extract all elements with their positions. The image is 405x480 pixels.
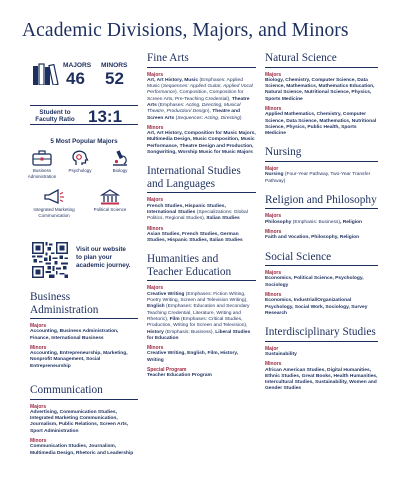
section-heading: Nursing [265,146,378,162]
popular-label: Biology [112,168,128,173]
major-label: Major [265,165,279,172]
majors-label: Majors [147,285,164,292]
visit-website-link[interactable]: Visit our website to plan your academic journey. [76,246,131,269]
special-program-label: Special Program [147,367,187,373]
majors-label: Majors [265,270,282,277]
majors-label: Majors [30,323,47,329]
section-heading: Humanities and Teacher Education [147,253,256,281]
section-heading: International Studies and Languages [147,165,256,193]
majors-label: Majors [265,213,282,220]
popular-imc [32,189,76,218]
section-humanities [147,253,256,379]
qr-code[interactable] [32,242,68,278]
minors-label: Minors [30,438,47,445]
popular-label: Integrated Marketing Communication [33,207,75,218]
minors-label: Minors [265,228,282,235]
section-fine-arts [147,52,256,156]
section-heading: Communication [30,384,138,400]
head-gears-icon [70,150,90,166]
majors-list: French Studies, Hispanic Studies, International Studies (Specializations: Global Politics, Regional Studies), Italian Studies [147,203,248,222]
minors-list: Economics, Industrial/Organizational Psychology, Social Work, Sociology, Survey Research [265,298,368,316]
column-3 [265,52,378,402]
section-interdisciplinary [265,326,378,393]
minors-list: African American Studies, Digital Humanities, Ethnic Studies, Great Books, Health Humanities, Intercultural Studies, Sustainability, Women and Gender Studies [265,367,378,392]
minors-label: Minors [265,291,282,298]
ratio-value: 13:1 [88,107,123,126]
minors-list: Creative Writing, English, Film, History, Writing [147,351,239,363]
section-communication [30,384,138,457]
majors-list: Creative Writing (Emphases: Fiction Writing, Poetry Writing, Screen and Television Writing), English (Emphases: Education and Secondary Teaching Credential, Literature, Writing and Rhetoric), Film (Emphases: Critical Studies, Production, Writing for Screen and Television), History (Emphasis: Business), Liberal Studies for Education [147,291,251,341]
section-religion [265,194,378,242]
ratio-box [30,105,138,125]
popular-business [24,150,60,179]
minors-label: Minors [265,361,282,368]
major-list: Sustainability [265,351,297,357]
section-social-science [265,251,378,318]
minors-label: Minors [147,124,164,131]
section-business [30,291,138,370]
page-title: Academic Divisions, Majors, and Minors [22,20,349,41]
majors-label: Majors [265,71,282,78]
popular-psychology [62,150,98,174]
minors-list: Communication Studies, Journalism, Multimedia Design, Rhetoric and Leadership [30,444,134,456]
minors-label: Minors [265,105,282,112]
minors-label: Minors [147,345,164,352]
microscope-icon [110,150,130,166]
minors-count: 52 [105,69,124,88]
stats-panel [27,58,138,283]
majors-label: MAJORS [63,62,92,69]
minors-list: Art, Art History, Composition for Music Majors, Multimedia Design, Music Composition, Music Performance, Theatre Design and Production, Songwriting, Worship Music for Music Majors [147,131,256,156]
majors-list: Accounting, Business Administration, Finance, International Business [30,329,119,341]
popular-label: Psychology [68,168,92,173]
majors-list: Biology, Chemistry, Computer Science, Data Science, Mathematics, Mathematics Education, Natural Science, Nutritional Science, Physics, Sports Medicine [265,77,375,102]
capitol-building-icon [100,189,120,205]
majors-label: Majors [147,197,164,204]
minors-list: Applied Mathematics, Chemistry, Computer Science, Data Science, Mathematics, Nutritional Science, Physics, Public Health, Sports Medicine [265,112,377,137]
column-2 [147,52,256,389]
section-heading: Social Science [265,251,378,267]
majors-list: Art, Art History, Music (Emphases: Applied Music (Sequences: Applied Guitar, Applied Vocal Performance), Composition, Composition for Screen Arts, Pre-Teaching Credential), Theatre Arts (Emphases: Acting, Directing, Musical Theatre, Production/ Design), Theatre and Screen Arts (Sequences: Acting, Directing) [147,77,253,121]
majors-list: Advertising, Communication Studies, Integrated Marketing Communication, Journalism, Public Relations, Screen Arts, Sport Administration [30,409,129,434]
majors-list: Economics, Political Science, Psychology, Sociology [265,276,364,288]
section-heading: Fine Arts [147,52,256,68]
minors-label: Minors [30,344,47,351]
majors-count: 46 [66,69,85,88]
section-heading: Religion and Philosophy [265,194,378,210]
minors-list: Accounting, Entrepreneurship, Marketing, Nonprofit Management, Social Entrepreneurship [30,351,128,369]
section-heading: Natural Science [265,52,378,68]
ratio-label: Student to Faculty Ratio [35,109,75,123]
books-icon [32,63,62,85]
section-heading: Interdisciplinary Studies [265,326,378,342]
section-nursing [265,146,378,184]
special-program: Teacher Education Program [147,373,212,379]
majors-label: Majors [30,403,47,410]
briefcase-icon [32,150,52,166]
popular-label: Political Science [93,207,127,212]
section-natural-science [265,52,378,137]
popular-polisci [92,189,128,213]
majors-list: Philosophy (Emphasis: Business), Religion [265,219,363,225]
section-international-studies [147,165,256,244]
popular-biology [102,150,138,174]
column-1 [30,291,138,466]
minors-list: Asian Studies, French Studies, German Studies, Hispanic Studies, Italian Studies [147,231,243,244]
popular-label: Business Administration [27,168,57,179]
minors-label: MINORS [101,62,128,69]
minors-label: Minors [147,225,164,232]
major-list: Nursing (Four-Year Pathway, Two-Year Transfer Pathway) [265,172,371,184]
minors-list: Faith and Vocation, Philosophy, Religion [265,235,360,241]
megaphone-icon [43,189,65,205]
majors-label: Majors [147,71,164,78]
popular-title: 5 Most Popular Majors [50,138,118,145]
section-heading: Business Administration [30,291,138,319]
major-label: Major [265,345,279,352]
